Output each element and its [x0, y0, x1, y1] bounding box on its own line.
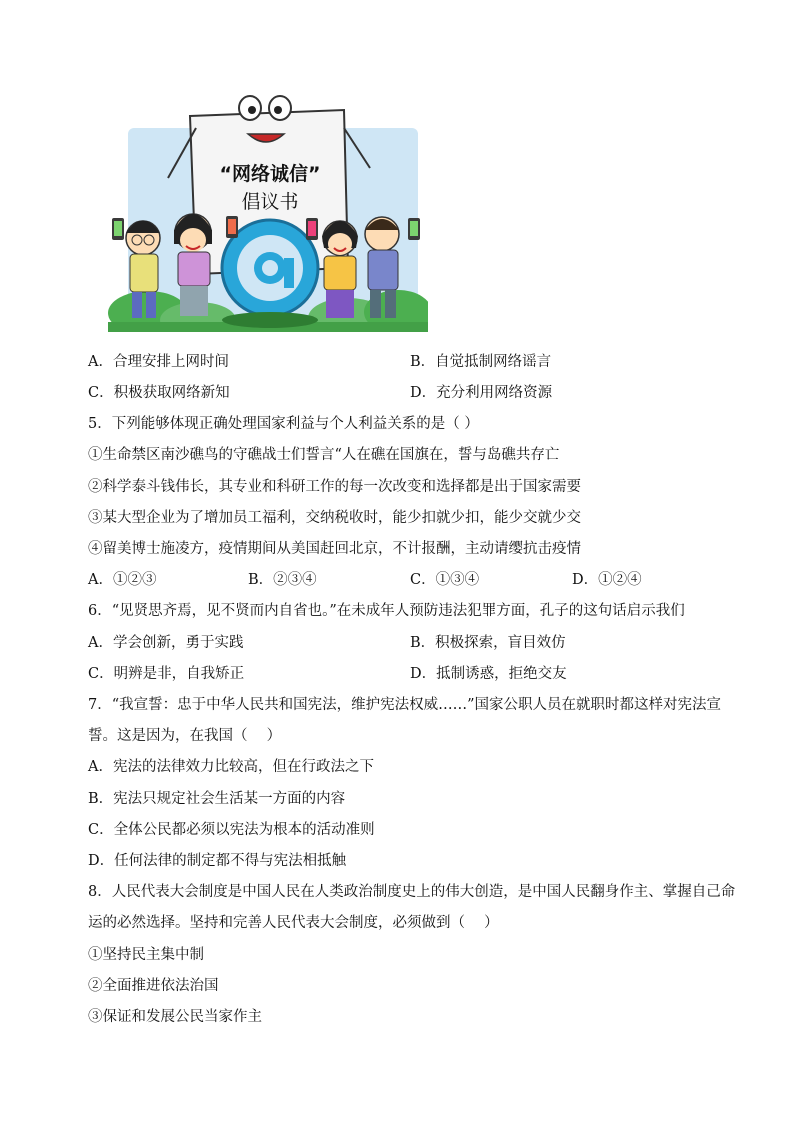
q8-stem-line1: 8．人民代表大会制度是中国人民在人类政治制度史上的伟大创造，是中国人民翻身作主、掌握自己命 [88, 884, 736, 900]
sign-subtitle: 倡议书 [241, 191, 299, 213]
q7-stem-line1: 7．“我宣誓：忠于中华人民共和国宪法，维护宪法权威……”国家公职人员在就职时都这样对宪法宣 [88, 697, 722, 713]
q5-stem: 5．下列能够体现正确处理国家利益与个人利益关系的是（ ） [88, 416, 479, 432]
q4-option-d: D．充分利用网络资源 [410, 385, 553, 401]
q4-option-c: C．积极获取网络新知 [88, 385, 230, 401]
q8-item-3: ③保证和发展公民当家作主 [88, 1009, 262, 1025]
network-integrity-illustration [108, 88, 428, 332]
sign-title: “网络诚信” [219, 163, 321, 185]
q4-option-a: A．合理安排上网时间 [88, 354, 229, 370]
q6-option-a: A．学会创新，勇于实践 [88, 635, 244, 651]
q5-item-2: ②科学泰斗钱伟长，其专业和科研工作的每一次改变和选择都是出于国家需要 [88, 479, 581, 495]
q7-option-d: D．任何法律的制定都不得与宪法相抵触 [88, 853, 347, 869]
q7-option-b: B．宪法只规定社会生活某一方面的内容 [88, 791, 346, 807]
q8-item-2: ②全面推进依法治国 [88, 978, 219, 994]
q7-stem-line2: 誓。这是因为，在我国（ ） [88, 728, 282, 744]
q4-option-b: B．自觉抵制网络谣言 [410, 354, 552, 370]
q5-option-a: A．①②③ [88, 572, 157, 588]
q5-option-d: D．①②④ [572, 572, 642, 588]
q5-item-1: ①生命禁区南沙礁鸟的守礁战士们誓言“人在礁在国旗在，誓与岛礁共存亡 [88, 447, 560, 463]
q7-option-c: C．全体公民都必须以宪法为根本的活动准则 [88, 822, 375, 838]
q5-option-b: B．②③④ [248, 572, 317, 588]
q8-stem-line2: 运的必然选择。坚持和完善人民代表大会制度，必须做到（ ） [88, 915, 499, 931]
q7-option-a: A．宪法的法律效力比较高，但在行政法之下 [88, 759, 374, 775]
q8-item-1: ①坚持民主集中制 [88, 947, 204, 963]
q6-option-d: D．抵制诱惑，拒绝交友 [410, 666, 567, 682]
q5-option-c: C．①③④ [410, 572, 480, 588]
q6-option-c: C．明辨是非，自我矫正 [88, 666, 245, 682]
q6-stem: 6．“见贤思齐焉，见不贤而内自省也。”在未成年人预防违法犯罪方面，孔子的这句话启示我们 [88, 603, 685, 619]
q5-item-4: ④留美博士施凌方，疫情期间从美国赶回北京，不计报酬，主动请缨抗击疫情 [88, 541, 581, 557]
q5-item-3: ③某大型企业为了增加员工福利，交纳税收时，能少扣就少扣，能少交就少交 [88, 510, 581, 526]
q6-option-b: B．积极探索，盲目效仿 [410, 635, 566, 651]
